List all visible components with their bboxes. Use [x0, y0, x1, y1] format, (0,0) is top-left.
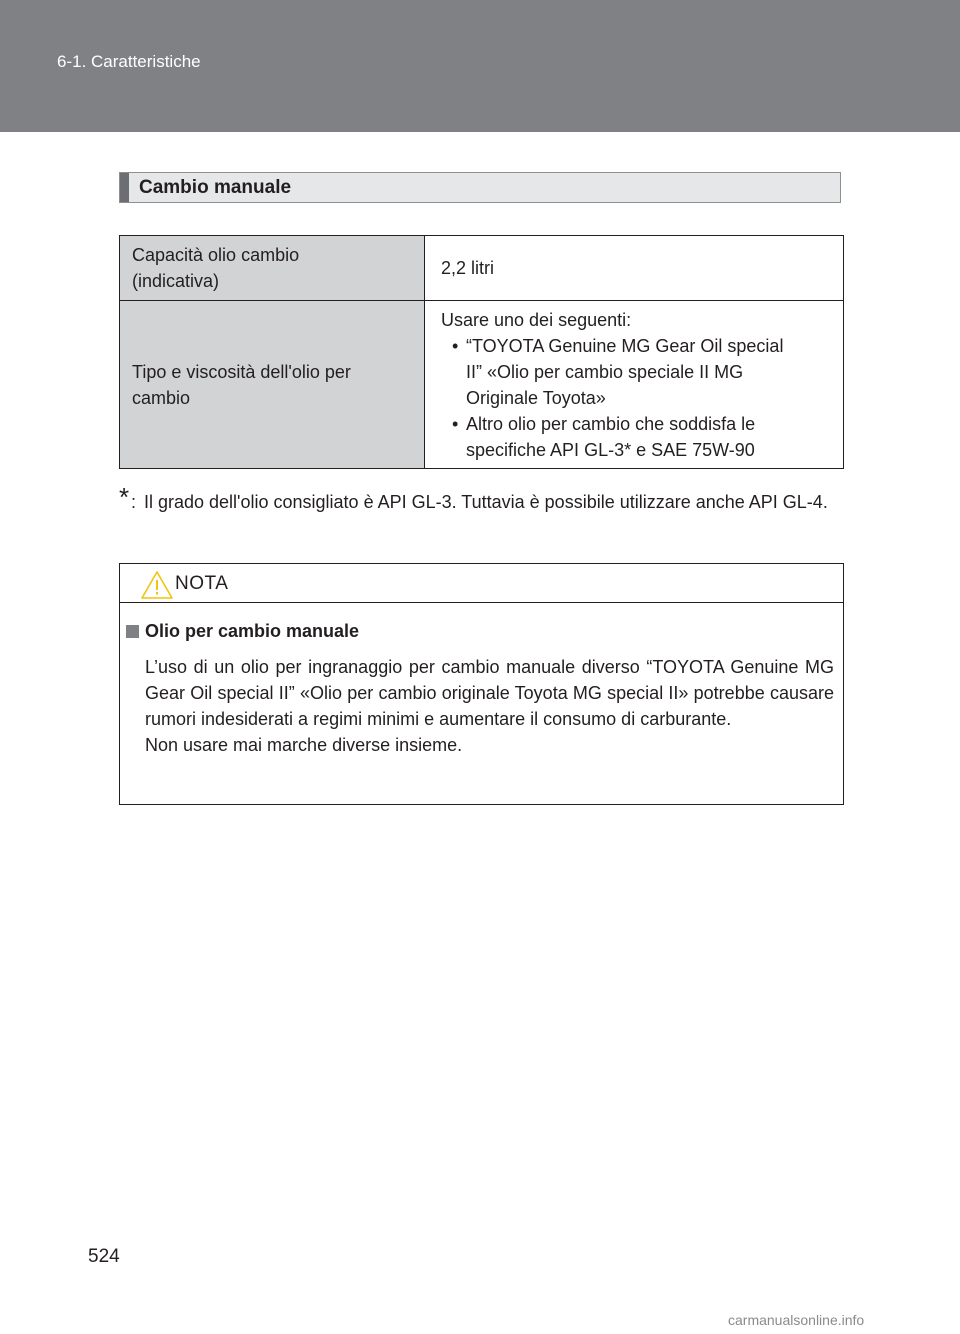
value-intro: Usare uno dei seguenti:: [441, 309, 632, 330]
row-value: [425, 301, 844, 469]
list-item: • Altro olio per cambio che soddisfa le specifiche API GL-3* e SAE 75W-90: [441, 411, 831, 463]
footnote-text: Il grado dell'olio consigliato è API GL-3. Tuttavia è possibile utilizzare anche API GL-4.: [144, 492, 828, 512]
bullet-icon: •: [452, 413, 459, 434]
warning-triangle-icon: [140, 570, 174, 600]
table-row: [120, 301, 844, 469]
heading-text: Cambio manuale: [139, 177, 292, 198]
square-bullet-icon: [126, 625, 139, 638]
header-band: [0, 0, 960, 132]
note-paragraph: L’uso di un olio per ingranaggio per cambio manuale diverso “TOYOTA Genuine MG Gear Oil special II” «Olio per cambio originale Toyota MG special II» potrebbe causare rumori indesiderati a regimi minimi e aumentare il consumo di carburante.: [145, 657, 834, 729]
bullet-icon: •: [452, 335, 459, 356]
section-title: 6-1. Caratteristiche: [57, 52, 201, 71]
row-label: Capacità olio cambio (indicativa): [120, 236, 425, 301]
note-body: [145, 654, 834, 758]
page-number: 524: [88, 1246, 120, 1267]
note-box: [119, 563, 844, 805]
footnote-marker: *: [119, 482, 130, 512]
row-value: 2,2 litri: [425, 236, 844, 301]
table-row: [120, 236, 844, 301]
note-label: NOTA: [175, 573, 229, 594]
bullet-list: [441, 333, 831, 463]
heading-accent-bar: [120, 173, 129, 202]
note-subheading: Olio per cambio manuale: [126, 621, 359, 642]
section-heading: [119, 172, 841, 203]
note-paragraph: Non usare mai marche diverse insieme.: [145, 735, 463, 755]
footnote-colon: :: [131, 492, 137, 512]
footnote: [119, 482, 841, 515]
note-header: [120, 564, 843, 603]
list-item: • “TOYOTA Genuine MG Gear Oil special II” «Olio per cambio speciale II MG Originale Toyota»: [441, 333, 831, 411]
watermark: carmanualsonline.info: [728, 1312, 865, 1328]
spec-table: [119, 235, 844, 469]
row-label: Tipo e viscosità dell'olio per cambio: [120, 301, 425, 469]
